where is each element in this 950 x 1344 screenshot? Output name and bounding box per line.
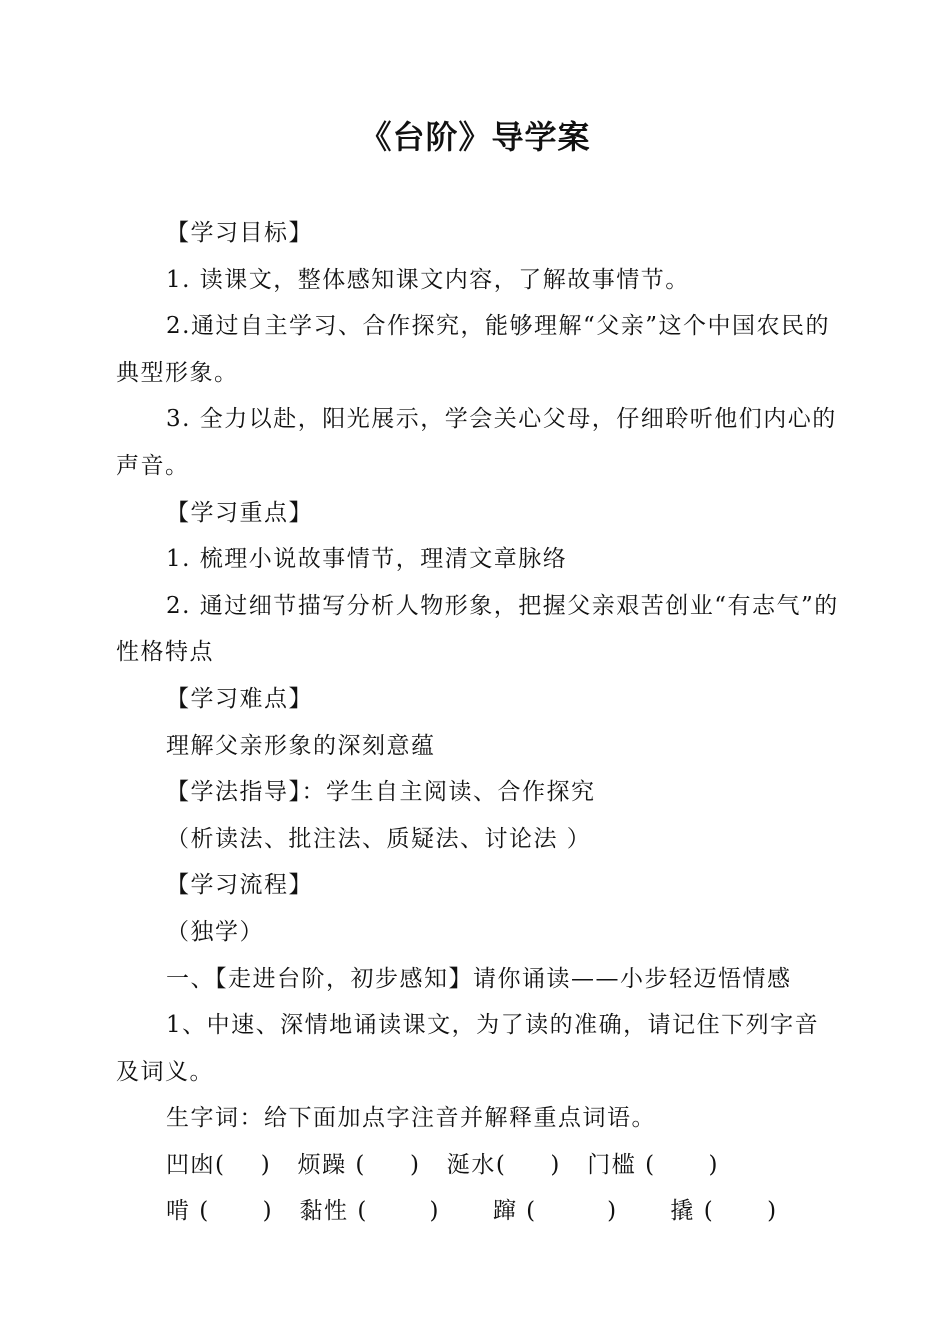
vocabulary-instruction: 生字词：给下面加点字注音并解释重点词语。	[166, 1105, 656, 1132]
objective-2: 2.通过自主学习、合作探究，能够理解“父亲”这个中国农民的典型形象。	[116, 313, 830, 386]
key-point-1: 1. 梳理小说故事情节，理清文章脉络	[166, 546, 568, 573]
document-body	[116, 210, 840, 1235]
section-heading-key-points: 【学习重点】	[166, 499, 313, 526]
study-method-guide: 【学法指导】：学生自主阅读、合作探究	[166, 779, 596, 806]
independent-study-label: （独学）	[166, 918, 264, 945]
part-one-heading: 一、【走进台阶，初步感知】请你诵读——小步轻迈悟情感	[166, 965, 792, 992]
task-1: 1、中速、深情地诵读课文，为了读的准确，请记住下列字音及词义。	[116, 1012, 820, 1085]
vocabulary-row-2: 啃 ( ) 黏性 ( ) 蹿 ( ) 撬 ( )	[166, 1198, 778, 1225]
study-methods-list: （析读法、批注法、质疑法、讨论法 ）	[166, 825, 592, 852]
key-point-2: 2. 通过细节描写分析人物形象，把握父亲艰苦创业“有志气”的性格特点	[116, 592, 839, 666]
section-heading-difficulties: 【学习难点】	[166, 685, 313, 712]
document-title: 《台阶》导学案	[359, 118, 591, 156]
vocabulary-row-1: 凹凼( ) 烦躁 ( ) 涎水( ) 门槛 ( )	[166, 1151, 719, 1178]
section-heading-process: 【学习流程】	[166, 872, 313, 899]
section-heading-objectives: 【学习目标】	[166, 220, 313, 246]
difficulty-text: 理解父亲形象的深刻意蕴	[166, 732, 436, 759]
objective-1: 1. 读课文，整体感知课文内容，了解故事情节。	[166, 266, 690, 293]
objective-3: 3. 全力以赴，阳光展示，学会关心父母，仔细聆听他们内心的声音。	[116, 406, 837, 479]
